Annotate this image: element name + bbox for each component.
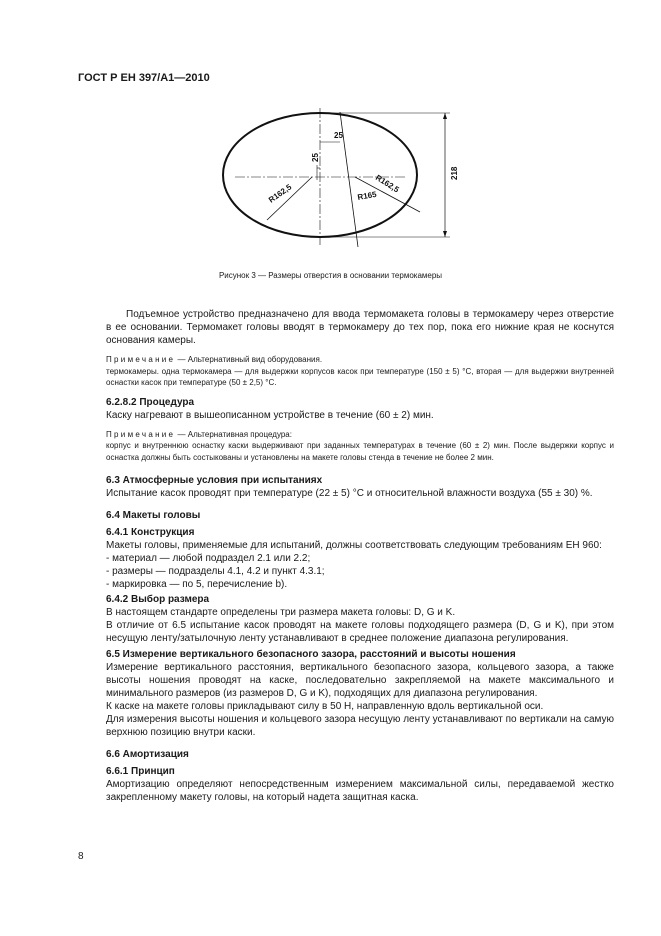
- note-2-label: Примечание: [106, 429, 176, 439]
- note-1: [106, 354, 614, 366]
- heading-6-4-2: 6.4.2 Выбор размера: [106, 594, 210, 605]
- paragraph-lift-device: Подъемное устройство предназначено для ввода термомакета головы в термокамеру через отверстие в ее основании. Термомакет головы вводят в термокамеру до тех пор, пока его нижние края не коснутся основания камеры.: [106, 309, 614, 346]
- note-1-title: — Альтернативный вид оборудования.: [175, 355, 323, 364]
- heading-6-6: 6.6 Амортизация: [106, 749, 189, 760]
- paragraph-6-4-1: Макеты головы, применяемые для испытаний, должны соответствовать следующим требованиям ЕН 960:: [106, 540, 602, 551]
- heading-6-5: 6.5 Измерение вертикального безопасного зазора, расстояний и высоты ношения: [106, 649, 516, 660]
- heading-6-2-8-2: 6.2.8.2 Процедура: [106, 396, 195, 408]
- dim-218: 218: [450, 166, 459, 180]
- label-r165: R165: [356, 189, 378, 202]
- paragraph-6-6-1: Амортизацию определяют непосредственным измерением максимальной силы, передаваемой жестко закрепленному макету головы, на который надета защитная каска.: [106, 779, 614, 803]
- paragraph-6-3: Испытание касок проводят при температуре (22 ± 5) °С и относительной влажности воздуха (55 ± 30) %.: [106, 488, 593, 499]
- label-r1625-left: R162,5: [266, 182, 294, 205]
- note-2-title: — Альтернативная процедура:: [175, 429, 292, 439]
- page-number: 8: [78, 851, 84, 862]
- list-item: - маркировка — по 5, перечисление b).: [106, 579, 288, 590]
- list-item: - размеры — подразделы 4.1, 4.2 и пункт 4.3.1;: [106, 566, 325, 577]
- list-item: - материал — любой подраздел 2.1 или 2.2;: [106, 553, 311, 564]
- dim-25-left: 25: [311, 153, 320, 162]
- note-1-label: Примечание: [106, 355, 176, 364]
- hole-diagram: [215, 100, 475, 260]
- document-header: ГОСТ Р ЕН 397/А1—2010: [78, 72, 210, 84]
- paragraph-6-4-2-b: В отличие от 6.5 испытание касок проводят на макете головы подходящего размера (D, G и K), при этом несущую ленту/затылочную ленту устанавливают в среднее положение диапазона регулирования.: [106, 620, 614, 644]
- heading-6-4-1: 6.4.1 Конструкция: [106, 527, 195, 538]
- requirements-list: [106, 552, 614, 591]
- heading-6-6-1: 6.6.1 Принцип: [106, 766, 175, 777]
- dim-25-top: 25: [334, 131, 343, 140]
- paragraph-6-5-a: Измерение вертикального расстояния, вертикального безопасного зазора, кольцевого зазора, а также высоты ношения проводят на каске, последовательно закрепляемой на макете максимального и минимального размеров (из размеров D, G и K), подходящих для диапазона регулирования.: [106, 662, 614, 699]
- paragraph-6-4-2-a: В настоящем стандарте определены три размера макета головы: D, G и K.: [106, 607, 456, 618]
- heading-6-3: 6.3 Атмосферные условия при испытаниях: [106, 475, 323, 486]
- note-2: [106, 429, 614, 441]
- paragraph-6-5-c: Для измерения высоты ношения и кольцевого зазора несущую ленту устанавливают по вертикали на самую верхнюю позицию внутри каски.: [106, 714, 614, 738]
- note-2-text: корпус и внутреннюю оснастку каски выдерживают при заданных температурах в течение (60 ± 2) мин. После выдержки корпус и оснастка должны быть состыкованы и установлены на макете головы стенда в течение не более 2 мин.: [106, 441, 614, 462]
- paragraph-6-5-b: К каске на макете головы прикладывают силу в 50 Н, направленную вдоль вертикальной оси.: [106, 701, 544, 712]
- label-r1625-right: R162,5: [373, 173, 401, 195]
- figure-caption: Рисунок 3 — Размеры отверстия в основании термокамеры: [218, 271, 443, 280]
- figure-3: [215, 100, 475, 260]
- paragraph-6-2-8-2: Каску нагревают в вышеописанном устройстве в течение (60 ± 2) мин.: [106, 409, 434, 421]
- note-1-text: термокамеры. одна термокамера — для выдержки корпусов касок при температуре (150 ± 5) °С, вторая — для выдержки внутренней оснастки касок при температуре (50 ± 2,5) °С.: [106, 366, 614, 387]
- heading-6-4: 6.4 Макеты головы: [106, 510, 201, 521]
- document-body: [106, 308, 614, 804]
